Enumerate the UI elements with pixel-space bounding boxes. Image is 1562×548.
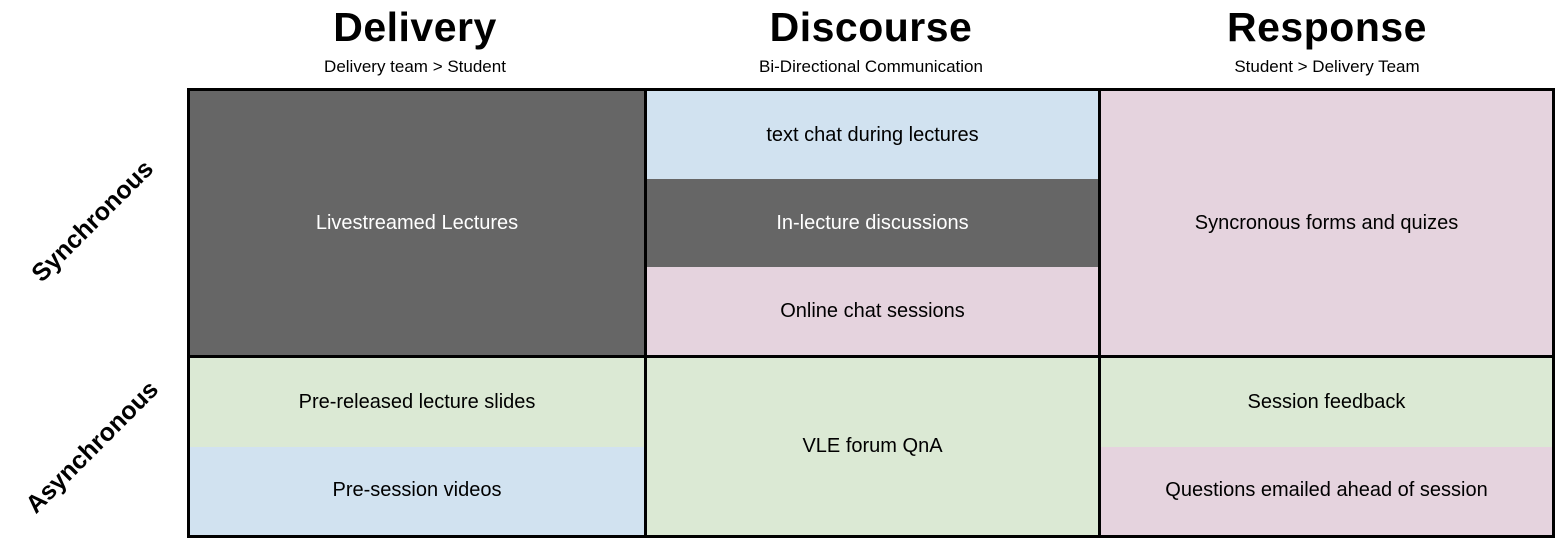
- column-title-response: Response: [1227, 4, 1427, 50]
- cell-pre-session-videos: Pre-session videos: [190, 447, 644, 536]
- cell-sync-response: [1098, 91, 1552, 355]
- row-label-synchronous: [0, 88, 186, 355]
- cell-session-feedback: Session feedback: [1101, 358, 1552, 447]
- cell-syncronous-forms-and-quizes: Syncronous forms and quizes: [1101, 91, 1552, 355]
- cell-async-delivery: [190, 355, 644, 535]
- column-title-delivery: Delivery: [333, 4, 497, 50]
- column-header-discourse: [643, 3, 1099, 87]
- row-label-asynchronous-text: Asynchronous: [20, 374, 165, 519]
- row-label-synchronous-text: Synchronous: [26, 154, 160, 288]
- cell-livestreamed-lectures: Livestreamed Lectures: [190, 91, 644, 355]
- cell-async-response: [1098, 355, 1552, 535]
- cell-questions-emailed-ahead-of-session: Questions emailed ahead of session: [1101, 447, 1552, 536]
- cell-sync-delivery: [190, 91, 644, 355]
- column-subtitle-response: Student > Delivery Team: [1234, 57, 1420, 76]
- matrix-table: [187, 88, 1555, 538]
- cell-async-discourse: [644, 355, 1098, 535]
- cell-in-lecture-discussions: In-lecture discussions: [647, 179, 1098, 267]
- cell-text-chat-during-lectures: text chat during lectures: [647, 91, 1098, 179]
- column-subtitle-discourse: Bi-Directional Communication: [759, 57, 983, 76]
- cell-vle-forum-qna: VLE forum QnA: [647, 358, 1098, 535]
- column-header-response: [1099, 3, 1555, 87]
- cell-pre-released-lecture-slides: Pre-released lecture slides: [190, 358, 644, 447]
- cell-sync-discourse: [644, 91, 1098, 355]
- column-subtitle-delivery: Delivery team > Student: [324, 57, 506, 76]
- column-headers: [187, 3, 1555, 87]
- column-header-delivery: [187, 3, 643, 87]
- cell-online-chat-sessions: Online chat sessions: [647, 267, 1098, 355]
- row-label-asynchronous: [0, 358, 186, 536]
- column-title-discourse: Discourse: [769, 4, 973, 50]
